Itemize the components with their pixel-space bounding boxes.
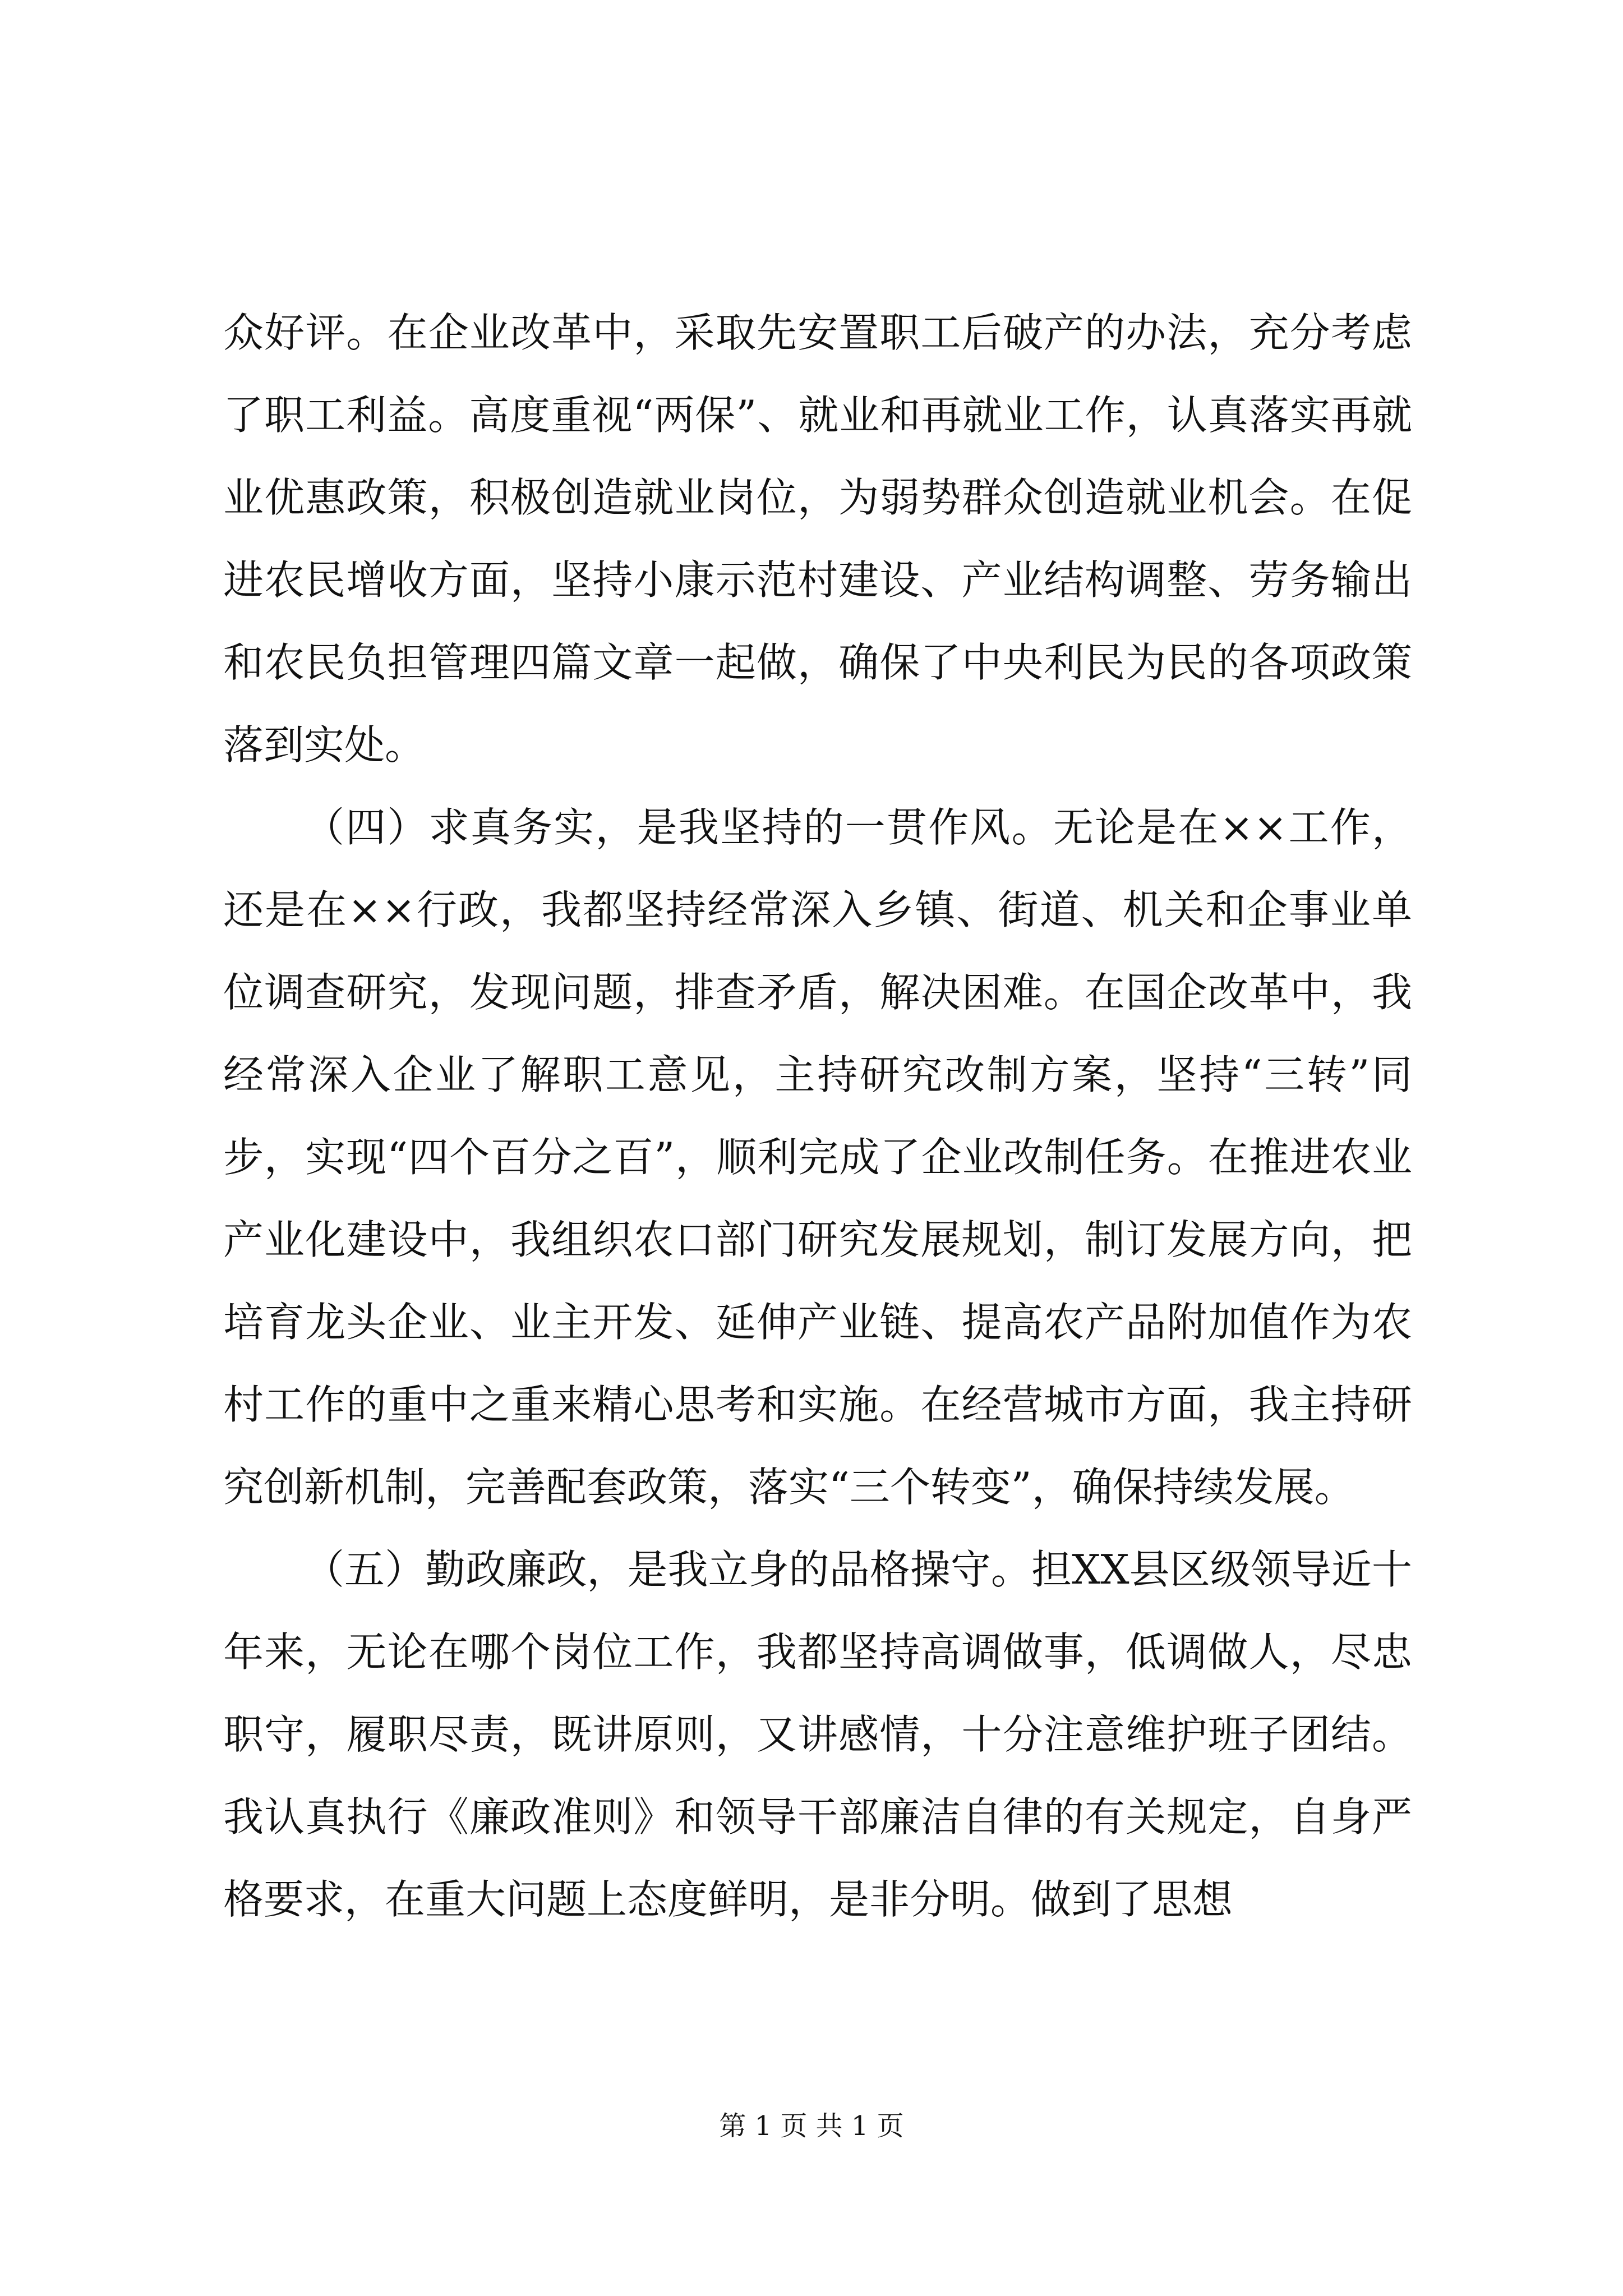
- paragraph-section-five: （五）勤政廉政，是我立身的品格操守。担XX县区级领导近十年来，无论在哪个岗位工作，我都坚持高调做事，低调做人，尽忠职守，履职尽责，既讲原则，又讲感情，十分注意维护班子团结。我认真执行《廉政准则》和领导干部廉洁自律的有关规定，自身严格要求，在重大问题上态度鲜明，是非分明。做到了思想: [223, 1546, 1412, 1923]
- paragraph-section-four: （四）求真务实，是我坚持的一贯作风。无论是在××工作，还是在××行政，我都坚持经常深入乡镇、街道、机关和企事业单位调查研究，发现问题，排查矛盾，解决困难。在国企改革中，我经常深入企业了解职工意见，主持研究改制方案，坚持“三转”同步，实现“四个百分之百”，顺利完成了企业改制任务。在推进农业产业化建设中，我组织农口部门研究发展规划，制订发展方向，把培育龙头企业、业主开发、延伸产业链、提高农产品附加值作为农村工作的重中之重来精心思考和实施。在经营城市方面，我主持研究创新机制，完善配套政策，落实“三个转变”，确保持续发展。: [223, 804, 1412, 1511]
- document-body: [223, 292, 1412, 1941]
- paragraph-continuation: 众好评。在企业改革中，采取先安置职工后破产的办法，充分考虑了职工利益。高度重视“两保”、就业和再就业工作，认真落实再就业优惠政策，积极创造就业岗位，为弱势群众创造就业机会。在促进农民增收方面，坚持小康示范村建设、产业结构调整、劳务输出和农民负担管理四篇文章一起做，确保了中央利民为民的各项政策落到实处。: [223, 309, 1412, 769]
- page-footer: 第 1 页 共 1 页: [719, 2110, 904, 2142]
